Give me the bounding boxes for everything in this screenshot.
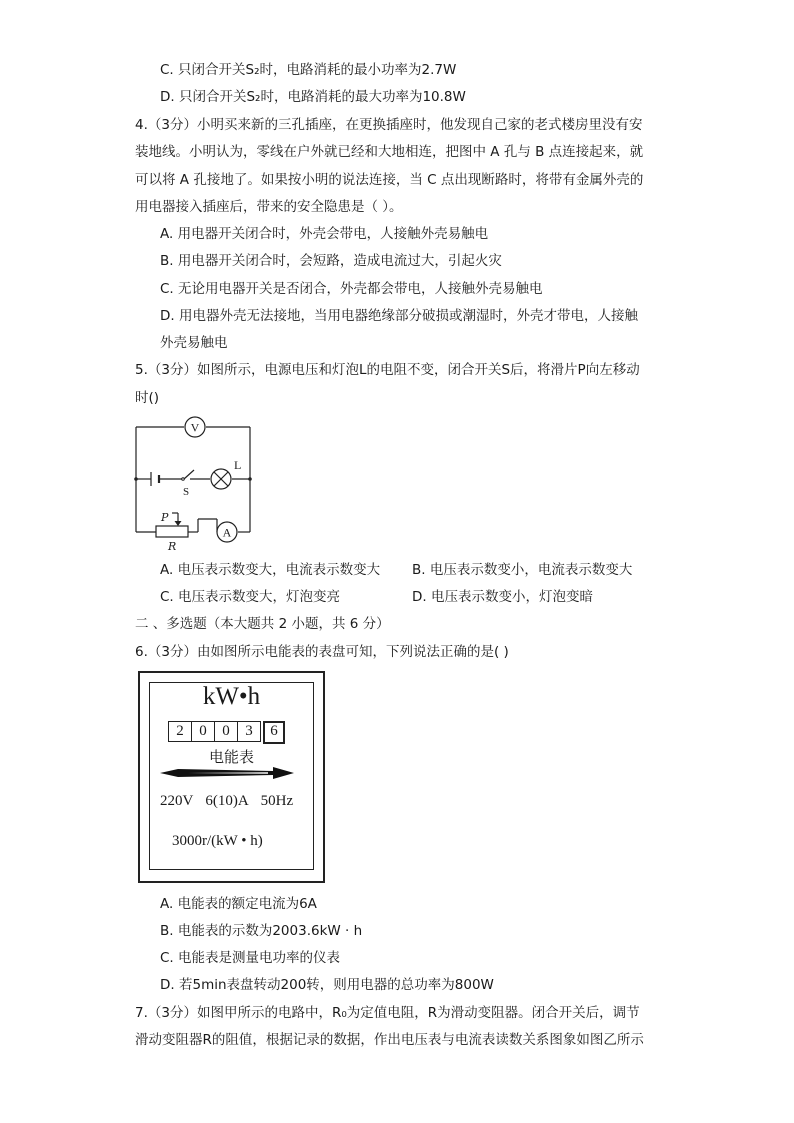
q5-option-b: B. 电压表示数变小，电流表示数变大 (412, 562, 633, 578)
q7-stem-line1: 7.（3分）如图甲所示的电路中，R₀为定值电阻，R为滑动变阻器。闭合开关后，调节 (135, 1005, 640, 1021)
q5-option-a: A. 电压表示数变大，电流表示数变大 (160, 562, 381, 578)
meter-voltage: 220V (160, 793, 194, 809)
q5-option-d: D. 电压表示数变小，灯泡变暗 (412, 589, 593, 605)
meter-digit: 3 (237, 721, 261, 742)
meter-digit: 2 (168, 721, 192, 742)
q6-option-c: C. 电能表是测量电功率的仪表 (160, 950, 341, 966)
q4-option-b: B. 用电器开关闭合时，会短路，造成电流过大，引起火灾 (160, 253, 502, 269)
q6-option-b: B. 电能表的示数为2003.6kW · h (160, 923, 363, 939)
q5-stem-line1: 5.（3分）如图所示，电源电压和灯泡L的电阻不变，闭合开关S后，将滑片P向左移动 (135, 362, 640, 378)
q4-stem-line2: 装地线。小明认为，零线在户外就已经和大地相连，把图中 A 孔与 B 点连接起来，就 (135, 144, 644, 160)
switch-label: S (182, 486, 190, 498)
meter-digit: 0 (214, 721, 238, 742)
q6-option-d: D. 若5min表盘转动200转，则用电器的总功率为800W (160, 977, 494, 993)
lamp-symbol (211, 458, 241, 489)
rheostat-label: R (168, 540, 177, 553)
ammeter-symbol (217, 522, 237, 542)
q5-option-c: C. 电压表示数变大，灯泡变亮 (160, 589, 341, 605)
meter-frequency: 50Hz (260, 793, 294, 809)
q7-stem-line2: 滑动变阻器R的阻值，根据记录的数据，作出电压表与电流表读数关系图象如图乙所示 (135, 1032, 644, 1048)
q6-option-a: A. 电能表的额定电流为6A (160, 896, 317, 912)
rheostat-symbol (156, 511, 188, 553)
q3-option-d: D. 只闭合开关S₂时，电路消耗的最大功率为10.8W (160, 89, 466, 105)
junction-dot-right (248, 477, 252, 481)
ammeter-label: A (222, 525, 232, 540)
q4-option-a: A. 用电器开关闭合时，外壳会带电，人接触外壳易触电 (160, 226, 489, 242)
q5-circuit-diagram (130, 415, 270, 555)
meter-spec-line (160, 793, 305, 810)
meter-revolutions-constant: 3000r/(kW • h) (172, 833, 263, 849)
arrow-right-icon (158, 765, 298, 781)
switch-symbol (182, 470, 194, 498)
q4-option-d-line1: D. 用电器外壳无法接地，当用电器绝缘部分破损或潮湿时，外壳才带电，人接触 (160, 308, 638, 324)
section-heading-multi-choice: 二 、多选题（本大题共 2 小题，共 6 分） (135, 616, 390, 632)
voltmeter-label: V (190, 420, 200, 435)
meter-digit: 0 (191, 721, 215, 742)
q6-electricity-meter-figure (138, 671, 325, 883)
meter-unit-label: kW•h (202, 683, 261, 710)
meter-name-label: 电能表 (208, 748, 254, 766)
meter-digit-counter (168, 721, 284, 744)
q4-stem-line1: 4.（3分）小明买来新的三孔插座，在更换插座时，他发现自己家的老式楼房里没有安 (135, 117, 643, 133)
meter-digit-decimal: 6 (263, 721, 285, 744)
q5-stem-line2: 时() (135, 390, 160, 406)
q4-option-d-line2: 外壳易触电 (160, 335, 228, 351)
voltmeter-symbol (185, 417, 205, 437)
q6-stem: 6.（3分）由如图所示电能表的表盘可知，下列说法正确的是( ) (135, 644, 509, 660)
meter-current: 6(10)A (205, 793, 249, 809)
q3-option-c: C. 只闭合开关S₂时，电路消耗的最小功率为2.7W (160, 62, 457, 78)
junction-dot-left (134, 477, 138, 481)
q4-option-c: C. 无论用电器开关是否闭合，外壳都会带电，人接触外壳易触电 (160, 281, 543, 297)
q4-stem-line4: 用电器接入插座后，带来的安全隐患是（ ）。 (135, 199, 403, 215)
battery-symbol (151, 472, 159, 486)
slider-label: P (161, 511, 169, 524)
q4-stem-line3: 可以将 A 孔接地了。如果按小明的说法连接，当 C 点出现断路时，将带有金属外壳的 (135, 172, 644, 188)
lamp-label: L (234, 458, 242, 472)
